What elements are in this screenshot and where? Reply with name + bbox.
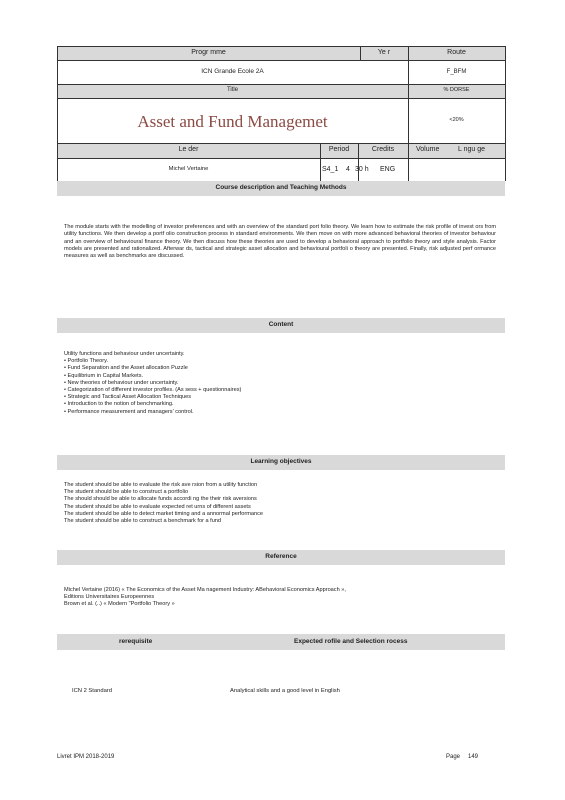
course-title: Asset and Fund Managemet bbox=[137, 112, 328, 131]
content-list bbox=[64, 351, 494, 416]
percent-label: % DORSE bbox=[443, 87, 470, 93]
prerequisite-section-header bbox=[57, 634, 505, 650]
credits-value: 4 bbox=[346, 166, 350, 173]
list-item: • Equilibrium in Capital Markets. bbox=[64, 372, 144, 379]
list-item: The student should be able to evaluate the risk ave rsion from a utility function bbox=[64, 482, 258, 488]
list-item: The student should be able to construct a portfolio bbox=[64, 489, 189, 496]
list-item: The student should be able to detect market timing and a annormal performance bbox=[64, 510, 264, 517]
table-line bbox=[57, 158, 505, 159]
description-section-header bbox=[57, 181, 505, 196]
description-title: Course description and Teaching Methods bbox=[215, 184, 347, 191]
reference-title: Reference bbox=[265, 553, 297, 560]
objectives-section-header bbox=[57, 455, 505, 470]
list-item: Editions Universitaires Europeennes bbox=[64, 594, 155, 601]
language-label: L ngu ge bbox=[458, 146, 485, 153]
list-item: • Portfolio Theory. bbox=[64, 358, 109, 365]
list-item: Brown et al. (..) « Modern "Portfolio Theory » bbox=[64, 601, 175, 608]
reference-list bbox=[64, 587, 494, 609]
footer-page-label: Page bbox=[446, 754, 461, 760]
percent-value: <20% bbox=[449, 117, 464, 123]
table-line bbox=[505, 46, 506, 181]
year-header: Ye r bbox=[377, 49, 391, 56]
objectives-list bbox=[64, 482, 494, 525]
prerequisite-value: ICN 2 Standard bbox=[72, 688, 112, 694]
content-title: Content bbox=[268, 321, 294, 328]
volume-value: 30 h bbox=[355, 166, 369, 173]
table-line bbox=[57, 84, 505, 85]
table-line bbox=[57, 60, 505, 61]
footer-page-number: 149 bbox=[468, 754, 479, 760]
leader-value: Michel Vertaine bbox=[168, 166, 209, 172]
period-label: Period bbox=[328, 146, 350, 153]
objectives-title: Learning objectives bbox=[250, 458, 312, 465]
list-item: Michel Vertaine (2016) « The Economics of the Asset Ma nagement Industry: ABehavioral Economics Approach », bbox=[64, 587, 346, 593]
leader-label: Le der bbox=[178, 146, 199, 153]
route-header: Route bbox=[447, 49, 466, 56]
list-item: • Introduction to the notion of benchmarking. bbox=[64, 401, 174, 408]
route-value: F_BFM bbox=[446, 69, 467, 75]
content-section-header bbox=[57, 318, 505, 333]
table-line bbox=[408, 46, 409, 181]
volume-label: Volume bbox=[416, 146, 440, 153]
period-value: S4_1 bbox=[322, 166, 339, 173]
programme-header: Progr mme bbox=[191, 49, 226, 56]
list-item: • Strategic and Tactical Asset Allocation Techniques bbox=[64, 394, 192, 401]
list-item: • Categorization of different investor profiles. (As sess + questionnaires) bbox=[64, 387, 242, 394]
prerequisite-title: rerequisite bbox=[119, 638, 153, 645]
list-item: • Performance measurement and managers' control. bbox=[64, 408, 194, 415]
title-label: Title bbox=[226, 87, 239, 93]
list-item: • New theories of behaviour under uncertainty. bbox=[64, 379, 179, 386]
description-text: The module starts with the modelling of investor preferences and with an overview of the standard port folio theory. We learn how to estimate the risk profile of invest ors from utility functions. We then develop a portf olio construction process in standard environments. We then move on with more advanced behavioral theories of investor behaviour and an overview of behavioural finance theory. We then discuss how these theories are used to develop a behavioral approach to portfolio theory and style analysis. Factor models are presented and rationalized. Afterwar ds, tactical and strategic asset allocation and behavioural portfoli o theory are presented. Finally, risk adjusted perf ormance measures as well as benchmarks are discussed. bbox=[64, 224, 496, 260]
table-line bbox=[57, 143, 505, 144]
list-item: • Fund Separation and the Asset allocation Puzzle bbox=[64, 365, 188, 372]
list-item: Utility functions and behaviour under uncertainty. bbox=[64, 351, 185, 357]
programme-value: ICN Grande Ecole 2A bbox=[201, 68, 264, 75]
expected-profile-value: Analytical skills and a good level in English bbox=[230, 688, 340, 694]
list-item: The student should be able to construct a benchmark for a fund bbox=[64, 518, 222, 525]
table-line bbox=[57, 46, 505, 47]
credits-label: Credits bbox=[371, 146, 395, 153]
expected-profile-title: Expected rofile and Selection rocess bbox=[294, 638, 408, 645]
reference-section-header bbox=[57, 550, 505, 565]
list-item: The should should be able to allocate funds accordi ng the their risk aversions bbox=[64, 496, 257, 503]
list-item: The student should be able to evaluate expected ret urns of different assets bbox=[64, 503, 251, 510]
footer-booklet-label: Livret IPM 2018-2019 bbox=[57, 754, 115, 760]
table-line bbox=[57, 98, 505, 99]
language-value: ENG bbox=[380, 166, 396, 173]
